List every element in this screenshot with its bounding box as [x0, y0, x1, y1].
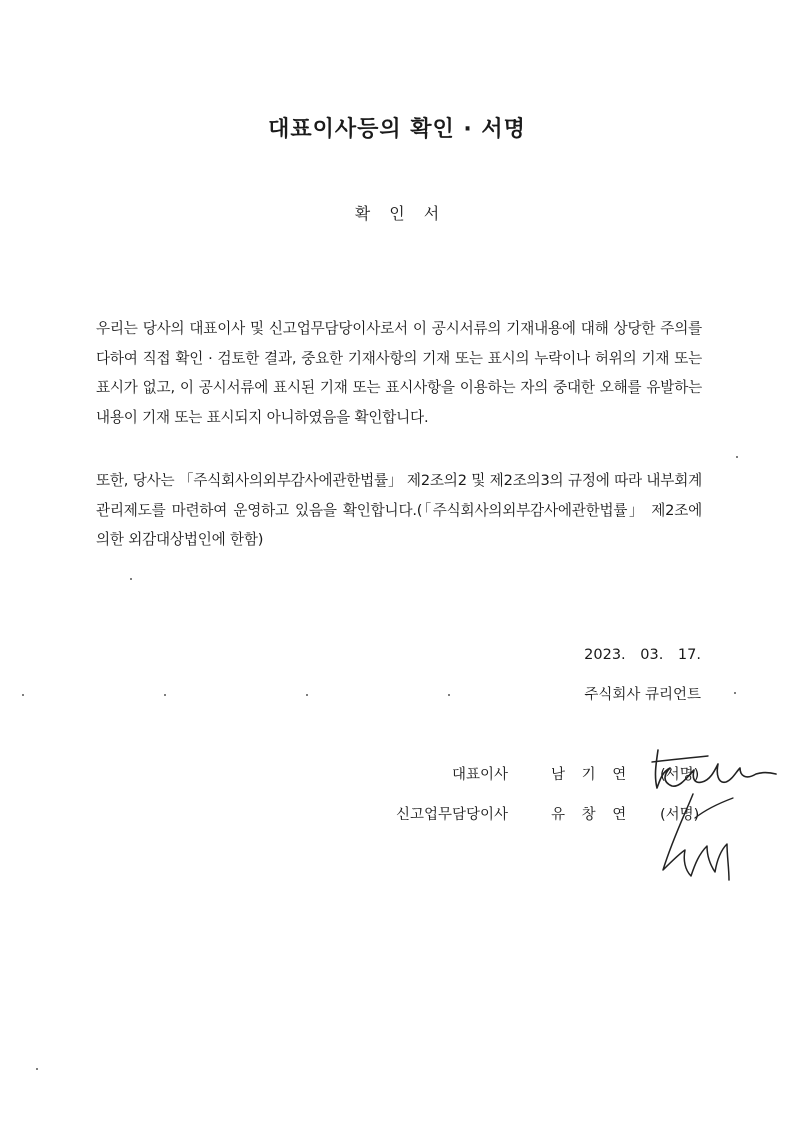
page-title: 대표이사등의 확인 · 서명 — [268, 117, 526, 142]
signatory-name: 남 기 연 — [551, 767, 627, 783]
signatory-row-disclosure-director — [0, 803, 794, 827]
signatory-name: 유 창 연 — [551, 807, 627, 823]
confirmation-paragraph: 우리는 당사의 대표이사 및 신고업무담당이사로서 이 공시서류의 기재내용에 대해 상당한 주의를 다하여 직접 확인 · 검토한 결과, 중요한 기재사항의 기재 또는 표시의 누락이나 허위의 기재 또는 표시가 없고, 이 공시서류에 표시된 기재 또는 표시사항을 이용하는 자의 중대한 오해를 유발하는 내용이 기재 또는 표시되지 아니하였음을 확인합니다. — [96, 320, 702, 426]
scan-speck — [736, 456, 738, 458]
company-name: 주식회사 큐리언트 — [584, 687, 701, 703]
document-subtitle: 확 인 서 — [354, 204, 440, 223]
scan-speck — [734, 692, 736, 694]
scan-speck — [164, 694, 166, 696]
signatory-role: 대표이사 — [451, 767, 508, 783]
signature-mark-label: (서명) — [660, 807, 700, 823]
signatory-role: 신고업무담당이사 — [395, 807, 508, 823]
signature-mark-label: (서명) — [660, 767, 700, 783]
scan-speck — [36, 1068, 38, 1070]
document-date: 2023. 03. 17. — [584, 647, 701, 663]
internal-control-paragraph: 또한, 당사는 「주식회사의외부감사에관한법률」 제2조의2 및 제2조의3의 규정에 따라 내부회계관리제도를 마련하여 운영하고 있음을 확인합니다.(「주식회사의외부감사에관한법률」 제2조에 의한 외감대상법인에 한함) — [96, 472, 702, 548]
scan-speck — [22, 694, 24, 696]
signatory-row-ceo — [0, 763, 794, 787]
scan-speck — [448, 694, 450, 696]
scan-speck — [306, 694, 308, 696]
scan-speck — [130, 578, 132, 580]
